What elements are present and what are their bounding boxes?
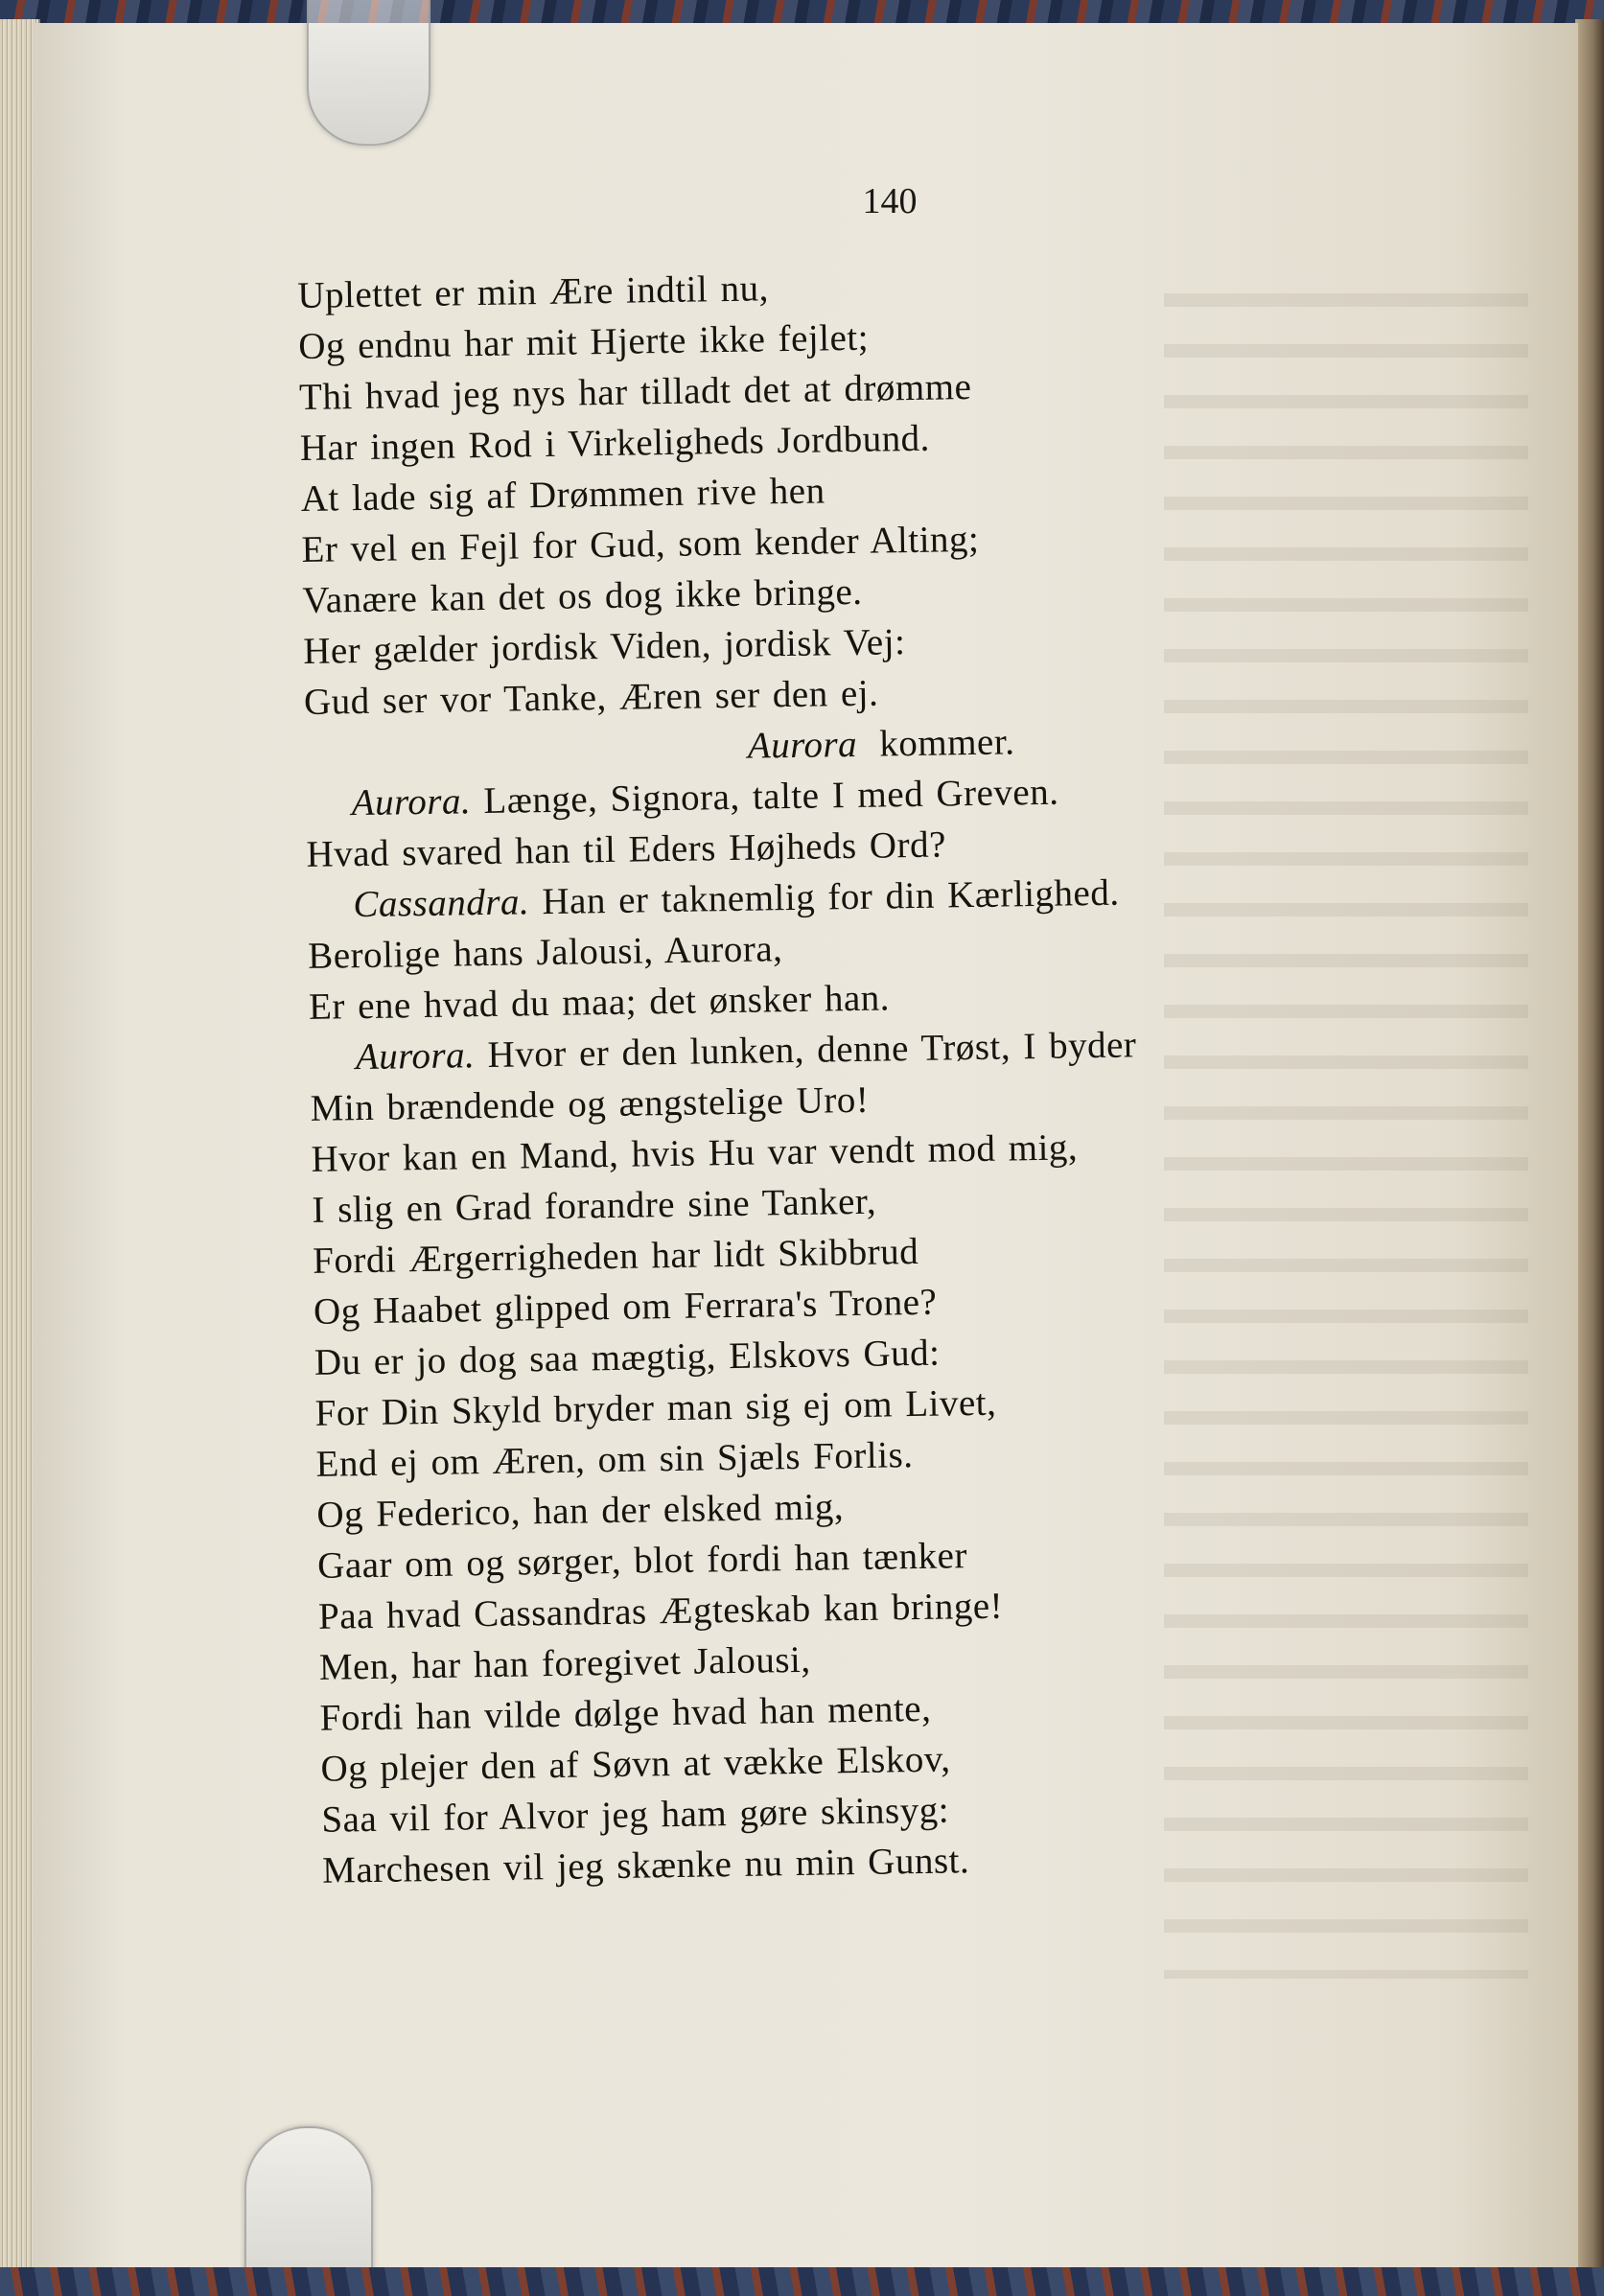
text-line: Uplettet er min Ære indtil nu,: [297, 267, 770, 316]
text-line: Gaar om og sørger, blot fordi han tænker: [316, 1535, 968, 1587]
dialogue-text: Hvor er den lunken, denne Trøst, I byder: [487, 1024, 1137, 1076]
book-right-edge: [1575, 19, 1604, 2272]
text-line: Men, har han foregivet Jalousi,: [318, 1638, 811, 1688]
text-line: Og endnu har mit Hjerte ikke fejlet;: [297, 316, 870, 367]
poem-text: [297, 253, 1397, 1895]
speaker-name: Aurora.: [351, 780, 472, 824]
text-line: Marchesen vil jeg skænke nu min Gunst.: [321, 1840, 970, 1891]
text-line: For Din Skyld bryder man sig ej om Livet,: [314, 1381, 997, 1434]
text-line: Gud ser vor Tanke, Æren ser den ej.: [303, 672, 879, 723]
text-line: Min brændende og ængstelige Uro!: [310, 1078, 870, 1129]
text-line: Hvad svared han til Eders Højheds Ord?: [306, 823, 947, 875]
text-line: At lade sig af Drømmen rive hen: [300, 470, 825, 520]
text-line: Har ingen Rod i Virkeligheds Jordbund.: [299, 417, 931, 469]
text-line: Og Haabet glipped om Ferrara's Trone?: [313, 1281, 938, 1333]
text-line: End ej om Æren, om sin Sjæls Forlis.: [315, 1434, 914, 1485]
page-number: 140: [862, 181, 918, 221]
text-line: Paa hvad Cassandras Ægteskab kan bringe!: [317, 1585, 1004, 1637]
dialogue-text: Han er taknemlig for din Kærlighed.: [542, 871, 1120, 923]
text-line: Er vel en Fejl for Gud, som kender Alting;: [301, 518, 980, 570]
text-line: Vanære kan det os dog ikke bringe.: [302, 570, 863, 621]
speaker-name: Cassandra.: [353, 881, 530, 926]
top-page-clip: [307, 0, 430, 146]
text-line: Du er jo dog saa mægtig, Elskovs Gud:: [314, 1332, 941, 1383]
text-line: Fordi han vilde dølge hvad han mente,: [319, 1687, 932, 1739]
text-line: Og Federico, han der elsked mig,: [316, 1486, 845, 1536]
text-line: Og plejer den af Søvn at vække Elskov,: [320, 1738, 951, 1790]
text-line: Fordi Ærgerrigheden har lidt Skibbrud: [312, 1230, 919, 1282]
text-line: Berolige hans Jalousi, Aurora,: [307, 928, 783, 977]
speaker-name: Aurora.: [355, 1034, 476, 1078]
text-line: Thi hvad jeg nys har tilladt det at drømme: [298, 365, 972, 418]
text-line: Saa vil for Alvor jeg ham gøre skinsyg:: [321, 1789, 950, 1841]
book-cover-bottom-edge: [0, 2267, 1604, 2296]
speaker-name: Aurora: [747, 723, 858, 767]
text-line: Er ene hvad du maa; det ønsker han.: [308, 977, 891, 1028]
stage-direction-text: kommer.: [878, 721, 1015, 765]
dialogue-text: Længe, Signora, talte I med Greven.: [483, 771, 1059, 823]
text-line: I slig en Grad forandre sine Tanker,: [312, 1180, 877, 1231]
text-line: Hvor kan en Mand, hvis Hu var vendt mod mig,: [311, 1126, 1079, 1180]
text-line: Her gælder jordisk Viden, jordisk Vej:: [302, 621, 906, 672]
